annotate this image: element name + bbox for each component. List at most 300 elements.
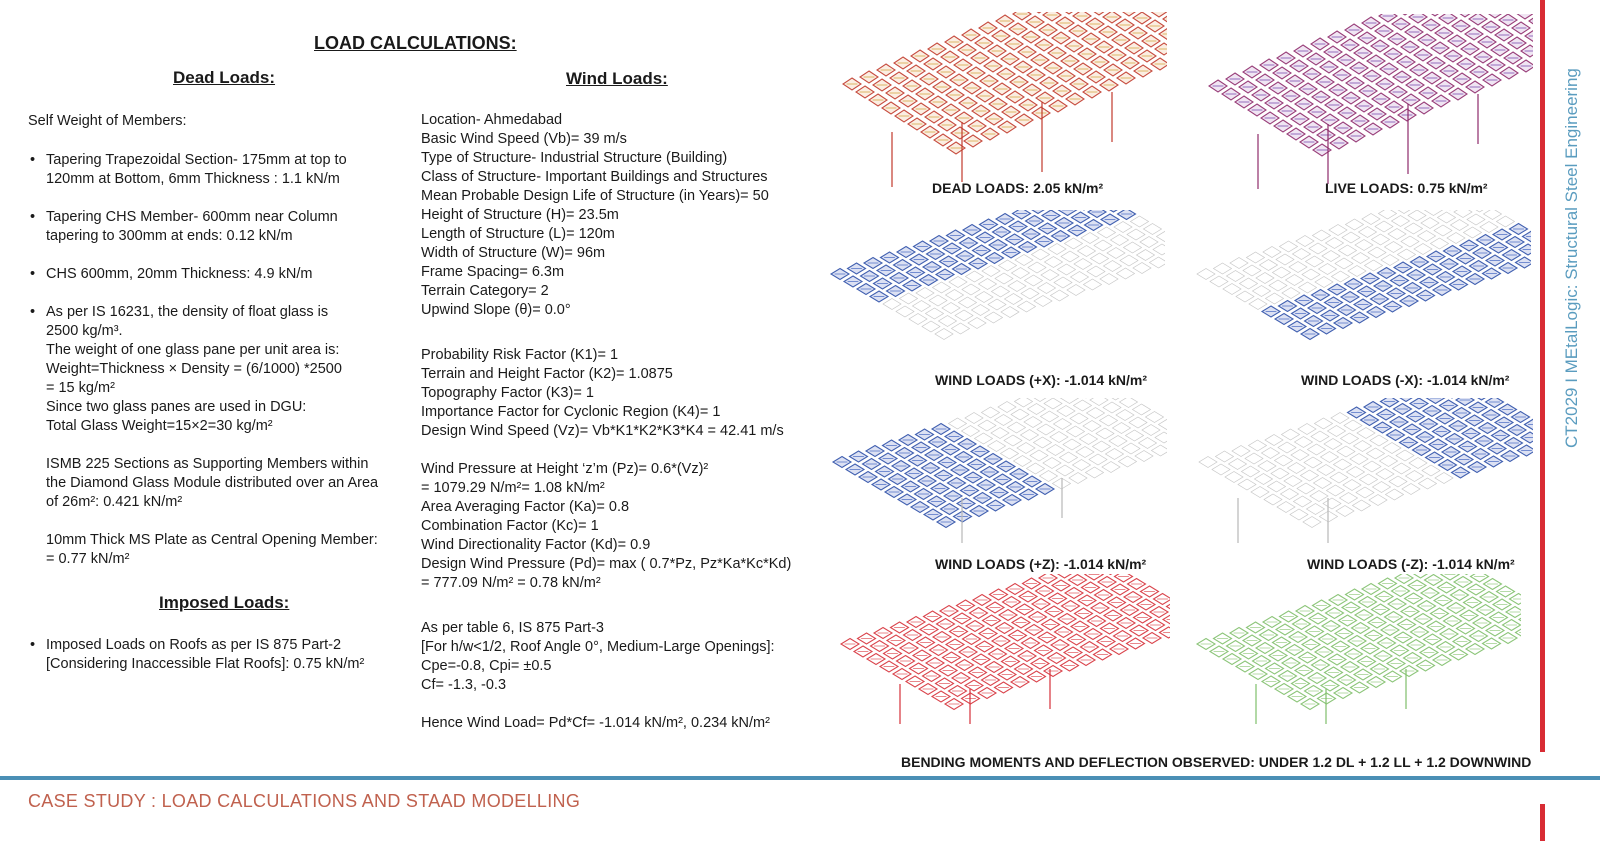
model-panel (1336, 506, 1354, 517)
model-panel (1021, 430, 1039, 441)
model-panel (1268, 481, 1286, 492)
bullet-line (46, 512, 413, 531)
model-panel (1242, 466, 1260, 477)
model-panel (955, 310, 973, 321)
model-panel (1385, 242, 1403, 253)
model-panel (1223, 284, 1241, 295)
model-panel (1405, 223, 1423, 234)
model-panel (1389, 476, 1407, 487)
model-panel (1368, 247, 1386, 258)
model-panel (922, 321, 940, 332)
model-panel (1088, 210, 1106, 218)
wind-line: = 1079.29 N/m²= 1.08 kN/m² (421, 480, 605, 496)
model-panel (1367, 448, 1385, 459)
model-panel (1341, 433, 1359, 444)
model-panel (916, 288, 934, 299)
model-panel (1040, 471, 1058, 482)
model-panel (1004, 435, 1022, 446)
model-panel (1133, 263, 1151, 274)
model-panel (1383, 443, 1401, 454)
model-panel (1286, 275, 1304, 286)
wind-line: Type of Structure- Industrial Structure (Building) (421, 150, 728, 166)
model-panel (1434, 225, 1452, 236)
live-loads-caption: LIVE LOADS: 0.75 kN/m² (1325, 180, 1488, 196)
model-panel (1295, 437, 1313, 448)
model-panel (1284, 476, 1302, 487)
model-panel (949, 277, 967, 288)
footer-case-study-title: CASE STUDY : LOAD CALCULATIONS AND STAAD MODELLING (28, 791, 581, 811)
model-panel (1419, 478, 1437, 489)
dead-loads-caption: DEAD LOADS: 2.05 kN/m² (932, 180, 1104, 196)
model-panel (1386, 489, 1404, 500)
model-panel (1080, 434, 1098, 445)
model-panel (939, 316, 957, 327)
model-panel (1126, 430, 1144, 441)
bending-moment-model-image (820, 574, 1170, 736)
model-panel (1392, 216, 1410, 227)
wind-line: Importance Factor for Cyclonic Region (K4)= 1 (421, 404, 721, 420)
model-panel (1139, 438, 1157, 449)
model-panel (1372, 234, 1390, 245)
model-panel (1247, 252, 1265, 263)
model-panel (1304, 457, 1322, 468)
model-panel (1376, 469, 1394, 480)
model-panel (966, 271, 984, 282)
model-panel (1197, 269, 1215, 280)
model-panel (1348, 266, 1366, 277)
wind-pz-model-image (812, 398, 1167, 550)
model-panel (913, 301, 931, 312)
imposed-loads-heading: Imposed Loads: (159, 593, 290, 612)
model-panel (1135, 451, 1153, 462)
model-panel (1090, 398, 1108, 406)
model-panel (1054, 419, 1072, 430)
model-panel (1091, 253, 1109, 264)
model-panel (1043, 12, 1061, 21)
model-panel (1129, 417, 1147, 428)
model-panel (1451, 220, 1469, 231)
wind-px-model-image (810, 210, 1165, 370)
model-panel (991, 428, 1009, 439)
model-panel (1073, 460, 1091, 471)
bullet-item (28, 636, 413, 674)
model-panel (1486, 398, 1504, 408)
model-panel (1015, 398, 1033, 407)
model-panel (1111, 235, 1129, 246)
model-panel (1265, 435, 1283, 446)
wind-line: [For h/w<1/2, Roof Angle 0°, Medium-Large Openings]: (421, 639, 775, 655)
model-panel (979, 279, 997, 290)
model-panel (1281, 489, 1299, 500)
model-panel (1379, 210, 1397, 219)
model-panel (1029, 210, 1047, 214)
model-panel (1439, 14, 1457, 24)
model-panel (1315, 277, 1333, 288)
model-panel (1074, 400, 1092, 411)
bullet-line: • Tapering CHS Member- 600mm near Column (46, 209, 338, 225)
model-panel (1067, 426, 1085, 437)
model-panel (1057, 406, 1075, 417)
model-panel (1480, 222, 1498, 233)
model-panel (1117, 268, 1135, 279)
model-panel (1146, 412, 1164, 423)
model-panel (1212, 464, 1230, 475)
wind-line: Frame Spacing= 6.3m (421, 264, 565, 280)
model-panel (968, 318, 986, 329)
live-load-model-image (1178, 14, 1533, 204)
model-panel (1418, 231, 1436, 242)
model-panel (1306, 256, 1324, 267)
wind-nx-caption: WIND LOADS (-X): -1.014 kN/m² (1301, 372, 1510, 388)
model-panel (1061, 398, 1079, 404)
model-panel (1311, 431, 1329, 442)
model-panel (1360, 474, 1378, 485)
model-panel (1464, 227, 1482, 238)
model-panel (1133, 404, 1151, 415)
model-panel (1308, 444, 1326, 455)
model-panel (1519, 614, 1521, 625)
model-panel (952, 323, 970, 334)
bullet-line: Total Glass Weight=15×2=30 kg/m² (46, 418, 273, 434)
model-panel (1001, 448, 1019, 459)
dead-load-model-image (812, 12, 1167, 202)
model-panel (1467, 214, 1485, 225)
model-panel (1253, 286, 1271, 297)
model-panel (1269, 280, 1287, 291)
model-panel (1014, 456, 1032, 467)
bullet-line: = 15 kg/m² (46, 380, 115, 396)
model-panel (1441, 574, 1459, 580)
model-panel (1330, 472, 1348, 483)
model-panel (1027, 463, 1045, 474)
dead-loads-intro: Self Weight of Members: (28, 113, 187, 129)
wind-line: Terrain Category= 2 (421, 283, 549, 299)
model-panel (1216, 451, 1234, 462)
model-panel (1028, 262, 1046, 273)
model-panel (999, 260, 1017, 271)
model-panel (1107, 398, 1125, 400)
bullet-line: ISMB 225 Sections as Supporting Members within (46, 456, 369, 472)
wind-line: Area Averaging Factor (Ka)= 0.8 (421, 499, 630, 515)
model-panel (1056, 574, 1074, 578)
model-panel (1256, 273, 1274, 284)
model-panel (1050, 432, 1068, 443)
model-panel (1375, 221, 1393, 232)
model-panel (1100, 274, 1118, 285)
model-panel (1140, 237, 1158, 248)
model-panel (1380, 456, 1398, 467)
wind-line: Length of Structure (L)= 120m (421, 226, 615, 242)
model-panel (1310, 491, 1328, 502)
model-panel (1296, 236, 1314, 247)
model-panel (1324, 439, 1342, 450)
model-panel (1369, 495, 1387, 506)
wind-nz-caption: WIND LOADS (-Z): -1.014 kN/m² (1307, 556, 1515, 572)
model-panel (1289, 262, 1307, 273)
model-panel (1013, 12, 1031, 20)
model-panel (1402, 484, 1420, 495)
model-panel (926, 308, 944, 319)
model-panel (1167, 601, 1171, 612)
model-panel (1398, 249, 1416, 260)
model-panel (1422, 465, 1440, 476)
model-panel (1321, 452, 1339, 463)
model-panel (1326, 238, 1344, 249)
model-panel (1031, 398, 1049, 402)
bullet-line: • CHS 600mm, 20mm Thickness: 4.9 kN/m (46, 266, 313, 282)
model-panel (1115, 574, 1133, 582)
model-panel (1098, 227, 1116, 238)
imposed-loads-list (28, 636, 413, 693)
model-panel (1497, 216, 1515, 227)
model-panel (959, 297, 977, 308)
model-panel (1144, 224, 1162, 235)
model-panel (1017, 443, 1035, 454)
model-panel (1395, 210, 1413, 214)
model-panel (1350, 454, 1368, 465)
model-panel (1397, 398, 1415, 402)
model-panel (1255, 474, 1273, 485)
model-panel (1157, 231, 1166, 242)
model-panel (1058, 264, 1076, 275)
model-panel (1401, 236, 1419, 247)
wind-line: = 777.09 N/m² = 0.78 kN/m² (421, 575, 601, 591)
model-panel (975, 292, 993, 303)
model-panel (1118, 210, 1136, 220)
model-panel (1012, 268, 1030, 279)
model-panel (1054, 277, 1072, 288)
footer-divider (0, 776, 1600, 780)
side-course-title (1558, 8, 1586, 448)
model-panel (1039, 574, 1057, 584)
model-panel (1347, 467, 1365, 478)
wind-line: Design Wind Pressure (Pd)= max ( 0.7*Pz, Pz*Ka*Kc*Kd) (421, 556, 792, 572)
model-panel (1363, 461, 1381, 472)
dead-loads-heading: Dead Loads: (173, 68, 276, 87)
model-panel (1339, 245, 1357, 256)
model-panel (975, 433, 993, 444)
bullet-line: = 0.77 kN/m² (46, 551, 130, 567)
model-panel (1089, 454, 1107, 465)
model-panel (1262, 448, 1280, 459)
model-panel (1005, 294, 1023, 305)
model-panel (1314, 478, 1332, 489)
model-panel (1412, 574, 1430, 578)
model-panel (1379, 14, 1397, 22)
model-panel (1332, 271, 1350, 282)
model-panel (1243, 265, 1261, 276)
model-panel (1107, 248, 1125, 259)
model-panel (1021, 288, 1039, 299)
model-panel (1013, 210, 1031, 219)
wind-px-caption: WIND LOADS (+X): -1.014 kN/m² (935, 372, 1147, 388)
model-panel (1015, 255, 1033, 266)
model-panel (1484, 210, 1502, 220)
model-panel (1414, 244, 1432, 255)
bullet-item (28, 265, 413, 284)
model-panel (1152, 445, 1168, 456)
model-panel (949, 418, 967, 429)
bullet-line: • Tapering Trapezoidal Section- 175mm at top to (46, 152, 347, 168)
model-panel (1048, 244, 1066, 255)
model-panel (1103, 402, 1121, 413)
model-panel (929, 295, 947, 306)
model-panel (1340, 493, 1358, 504)
model-panel (1087, 266, 1105, 277)
model-panel (1214, 263, 1232, 274)
model-panel (1447, 233, 1465, 244)
model-panel (1078, 246, 1096, 257)
model-panel (1395, 574, 1413, 584)
wind-line: Terrain and Height Factor (K2)= 1.0875 (421, 366, 673, 382)
model-panel (1227, 271, 1245, 282)
wind-pz-caption: WIND LOADS (+Z): -1.014 kN/m² (935, 556, 1147, 572)
model-panel (1032, 249, 1050, 260)
model-panel (1454, 210, 1472, 218)
model-panel (1100, 415, 1118, 426)
model-panel (1323, 498, 1341, 509)
model-panel (1354, 441, 1372, 452)
model-panel (1067, 285, 1085, 296)
model-panel (1331, 413, 1349, 424)
model-panel (1060, 452, 1078, 463)
wind-nz-model-image (1178, 398, 1533, 550)
wind-block-1 (421, 111, 769, 320)
model-panel (1456, 398, 1474, 406)
model-panel (1240, 278, 1258, 289)
bullet-line: tapering to 300mm at ends: 0.12 kN/m (46, 228, 293, 244)
model-panel (1104, 261, 1122, 272)
model-panel (935, 329, 953, 340)
model-panel (1342, 232, 1360, 243)
model-panel (1051, 290, 1069, 301)
wind-line: Cf= -1.3, -0.3 (421, 677, 507, 693)
wind-line: Upwind Slope (θ)= 0.0° (421, 302, 571, 318)
model-panel (1131, 216, 1149, 227)
model-panel (1328, 426, 1346, 437)
wind-line: Mean Probable Design Life of Structure (in Years)= 50 (421, 188, 769, 204)
model-panel (1396, 450, 1414, 461)
model-panel (1122, 443, 1140, 454)
model-panel (1096, 428, 1114, 439)
model-panel (1298, 424, 1316, 435)
wind-line: Combination Factor (Kc)= 1 (421, 518, 599, 534)
model-panel (1291, 450, 1309, 461)
model-panel (1041, 411, 1059, 422)
model-panel (992, 286, 1010, 297)
model-panel (1102, 462, 1120, 473)
model-panel (1103, 12, 1121, 23)
model-panel (1030, 450, 1048, 461)
model-panel (909, 314, 927, 325)
model-panel (1061, 251, 1079, 262)
model-panel (1093, 441, 1111, 452)
model-panel (1355, 240, 1373, 251)
bullet-line: The weight of one glass pane per unit area is: (46, 342, 340, 358)
model-panel (1116, 410, 1134, 421)
model-panel (1529, 15, 1533, 27)
model-panel (995, 415, 1013, 426)
model-panel (962, 284, 980, 295)
model-panel (946, 290, 964, 301)
bullet-line (46, 436, 413, 455)
model-panel (988, 441, 1006, 452)
model-panel (1473, 398, 1491, 400)
model-panel (1327, 485, 1345, 496)
model-panel (1426, 14, 1444, 16)
model-panel (1083, 421, 1101, 432)
model-panel (1393, 463, 1411, 474)
wind-line: Class of Structure- Important Buildings and Structures (421, 169, 768, 185)
model-panel (1025, 275, 1043, 286)
model-panel (1119, 456, 1137, 467)
model-panel (1271, 468, 1289, 479)
wind-block-3 (421, 460, 791, 593)
model-panel (1251, 487, 1269, 498)
model-panel (1409, 14, 1427, 23)
model-panel (1069, 473, 1087, 484)
model-panel (965, 413, 983, 424)
model-panel (1317, 465, 1335, 476)
model-panel (1282, 288, 1300, 299)
model-panel (1065, 238, 1083, 249)
model-panel (1280, 241, 1298, 252)
bullet-line: 10mm Thick MS Plate as Central Opening Member: (46, 532, 378, 548)
model-panel (1275, 455, 1293, 466)
model-panel (1435, 473, 1453, 484)
model-panel (1516, 14, 1533, 19)
model-panel (1150, 12, 1167, 17)
vertical-accent-bar-top (1540, 0, 1545, 752)
model-panel (1085, 574, 1103, 580)
model-panel (1335, 258, 1353, 269)
model-panel (1076, 447, 1094, 458)
model-panel (1199, 457, 1217, 468)
model-panel (1282, 429, 1300, 440)
model-panel (985, 312, 1003, 323)
model-panel (896, 306, 914, 317)
model-panel (1313, 230, 1331, 241)
model-panel (1276, 254, 1294, 265)
model-panel (1229, 459, 1247, 470)
model-panel (1043, 458, 1061, 469)
model-panel (1343, 480, 1361, 491)
bullet-item (28, 303, 413, 569)
model-panel (1486, 14, 1504, 18)
model-panel (1315, 418, 1333, 429)
model-panel (1008, 422, 1026, 433)
model-panel (1329, 225, 1347, 236)
bullet-line: • As per IS 16231, the density of float glass is (46, 304, 329, 320)
model-panel (1028, 404, 1046, 415)
bullet-line: [Considering Inaccessible Flat Roofs]: 0.75 kN/m² (46, 656, 365, 672)
model-panel (1137, 250, 1155, 261)
model-panel (1357, 428, 1375, 439)
model-panel (1365, 260, 1383, 271)
model-panel (1044, 398, 1062, 409)
model-panel (1087, 408, 1105, 419)
model-panel (1471, 574, 1489, 582)
model-panel (1070, 413, 1088, 424)
bullet-item (28, 208, 413, 246)
model-panel (883, 299, 901, 310)
model-panel (1359, 227, 1377, 238)
bullet-line: • Imposed Loads on Roofs as per IS 875 Part-2 (46, 637, 342, 653)
model-panel (1264, 494, 1282, 505)
model-panel (1309, 243, 1327, 254)
wind-line: Wind Directionality Factor (Kd)= 0.9 (421, 537, 651, 553)
model-panel (1037, 424, 1055, 435)
